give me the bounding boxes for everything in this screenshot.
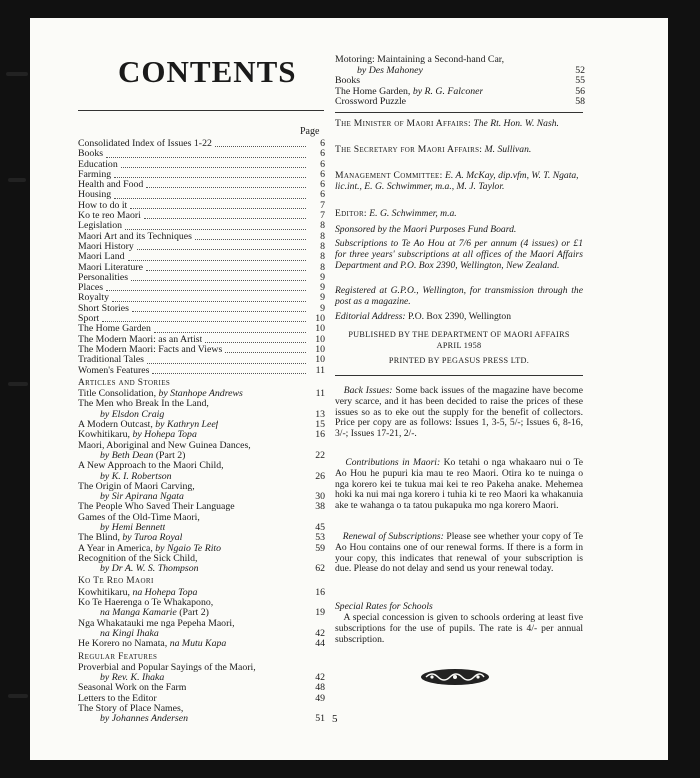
dot-leader <box>146 187 306 188</box>
special-rates-text: A special concession is given to schools ordering at least five subscriptions for the use of pupils. The rate is 4/- per annual subscription. <box>335 612 583 645</box>
toc-entry <box>78 170 325 180</box>
published-text: PUBLISHED BY THE DEPARTMENT OF MAORI AFFAIRS <box>348 330 570 339</box>
entry-title: The Home Garden, <box>335 86 411 97</box>
entry-author: na Mutu Kapa <box>169 639 227 650</box>
entry-label: How to do it <box>78 200 128 211</box>
published-line <box>335 330 583 352</box>
entry-page-number: 11 <box>315 388 325 400</box>
committee-label: Management Committee: <box>335 170 443 181</box>
editor-name: E. G. Schwimmer, m.a. <box>369 208 457 219</box>
toc-entry <box>78 314 325 324</box>
dot-leader <box>215 146 306 147</box>
contributions-notice <box>335 458 583 512</box>
toc-entry <box>78 335 325 345</box>
subscriptions-text: Subscriptions to Te Ao Hou at 7/6 per annum (4 issues) or £1 for three years' subscriptions at all offices of the Maori Affairs Department and P.O. Box 2390, Wellington, New Zealand. <box>335 238 583 271</box>
regular-entry <box>78 673 325 683</box>
dot-leader <box>106 290 306 291</box>
entry-author: by Kathryn Leef <box>155 420 219 431</box>
sponsored-text: Sponsored by the Maori Purposes Fund Board. <box>335 224 517 235</box>
entry-title: Games of the Old-Time Maori, <box>78 512 200 523</box>
sponsored-line <box>335 225 583 236</box>
reo-entry <box>78 598 325 608</box>
dot-leader <box>146 270 306 271</box>
entry-page-number: 59 <box>315 542 325 554</box>
entry-label: Legislation <box>78 221 123 232</box>
entry-page-number: 30 <box>315 491 325 503</box>
dot-leader <box>154 332 306 333</box>
article-entry <box>78 399 325 409</box>
special-rates-heading: Special Rates for Schools <box>335 601 433 612</box>
entry-author: by Stanhope Andrews <box>158 389 243 400</box>
feature-entry <box>335 97 585 108</box>
article-entry <box>78 430 325 440</box>
regular-entry <box>78 663 325 673</box>
entry-author: by Hemi Bennett <box>100 522 166 533</box>
dot-leader <box>152 373 306 374</box>
binding-mark <box>8 382 28 386</box>
renewal-text: Please see whether your copy of Te Ao Hou contains one of our renewal forms. If there is a form in your copy, this indicates that renewal of your subscription is due. Please do not delay and send us your renewal today. <box>335 531 583 575</box>
editor-line <box>335 209 583 220</box>
regular-entry <box>78 704 325 714</box>
entry-label: Sport <box>78 314 100 325</box>
minister-label: The Minister of Maori Affairs: <box>335 118 472 129</box>
dot-leader <box>128 260 306 261</box>
entry-page-number: 10 <box>315 323 325 335</box>
secretary-label: The Secretary for Maori Affairs: <box>335 144 483 155</box>
entry-label: Health and Food <box>78 180 144 191</box>
committee-names: E. A. McKay, dip.vfm, W. T. Ngata, lic.int., E. G. Schwimmer, m.a., M. J. Taylor. <box>335 170 579 192</box>
entry-page-number: 11 <box>315 364 325 376</box>
reo-entry <box>78 639 325 649</box>
entry-page-number: 7 <box>320 199 325 211</box>
entry-label: The Home Garden <box>78 324 151 335</box>
entry-page-number: 26 <box>315 470 325 482</box>
entry-title: Books <box>335 76 361 86</box>
article-entry <box>78 523 325 533</box>
entry-page-number: 42 <box>315 627 325 639</box>
entry-author: by Johannes Andersen <box>100 714 188 725</box>
entry-label: Ko te reo Maori <box>78 211 141 222</box>
entry-title: The Blind, <box>78 533 120 544</box>
reo-entry <box>78 629 325 639</box>
page-title: CONTENTS <box>118 54 297 89</box>
back-issues-text: Some back issues of the magazine have become very scarce, and it has been decided to raise the prices of these issues so as to eke out the supply for the benefit of collectors. Price per copy are as follows: Issues 1, 3-5, 5/-; Issues 6, 8-16, 3/-; Issues 17-21, 2/-. <box>335 385 583 440</box>
registered-line <box>335 286 583 308</box>
entry-page-number: 48 <box>315 682 325 694</box>
dot-leader <box>132 311 306 312</box>
toc-entry <box>78 304 325 314</box>
section-heading: Articles and Stories <box>78 377 171 388</box>
feature-entry <box>335 87 585 98</box>
magazine-page <box>30 18 668 760</box>
entry-page-number: 6 <box>320 168 325 180</box>
feature-entry <box>335 55 585 66</box>
feature-entry <box>335 66 585 77</box>
entry-page-number: 8 <box>320 261 325 273</box>
entry-author: by Hohepa Topa <box>132 430 197 441</box>
editorial-address-value: P.O. Box 2390, Wellington <box>408 311 512 322</box>
entry-title: Title Consolidation, <box>78 389 157 400</box>
printed-text: PRINTED BY PEGASUS PRESS LTD. <box>388 356 530 365</box>
entry-page-number: 51 <box>315 713 325 725</box>
entry-page-number: 9 <box>320 292 325 304</box>
article-entry <box>78 533 325 543</box>
dot-leader <box>121 167 306 168</box>
entry-title: Recognition of the Sick Child, <box>78 553 198 564</box>
entry-page-number: 8 <box>320 220 325 232</box>
renewal-heading: Renewal of Subscriptions: <box>342 531 444 542</box>
article-entry <box>78 554 325 564</box>
entry-page-number: 10 <box>315 333 325 345</box>
editorial-address-label: Editorial Address: <box>335 311 406 322</box>
toc-entry <box>78 283 325 293</box>
title-rule <box>78 110 324 111</box>
entry-label: Women's Features <box>78 365 150 376</box>
entry-label: Maori Land <box>78 252 125 263</box>
entry-page-number: 10 <box>315 313 325 325</box>
page-number: 5 <box>332 713 338 725</box>
entry-title: The Men who Break In the Land, <box>78 399 209 410</box>
entry-title: Proverbial and Popular Sayings of the Maori, <box>78 662 256 673</box>
article-entry <box>78 410 325 420</box>
back-issues-heading: Back Issues: <box>343 385 393 396</box>
entry-page-number: 49 <box>315 692 325 704</box>
entry-title: A New Approach to the Maori Child, <box>78 461 224 472</box>
article-entry <box>78 502 325 512</box>
special-rates-body <box>335 613 583 645</box>
toc-entry <box>78 180 325 190</box>
entry-author: by Turoa Royal <box>122 533 183 544</box>
entry-page-number: 45 <box>315 521 325 533</box>
contents-list <box>78 139 325 725</box>
entry-author: by R. G. Falconer <box>412 86 484 97</box>
entry-page-number: 15 <box>315 419 325 431</box>
entry-author: na Kingi Ihaka <box>100 628 159 639</box>
section-heading: Ko Te Reo Maori <box>78 576 154 587</box>
reo-entry <box>78 588 325 598</box>
toc-entry <box>78 242 325 252</box>
reo-entry <box>78 619 325 629</box>
article-entry <box>78 564 325 574</box>
subscriptions-line <box>335 239 583 271</box>
entry-page-number: 56 <box>575 85 585 97</box>
entry-label: Personalities <box>78 272 129 283</box>
editor-label: Editor: <box>335 208 367 219</box>
dot-leader <box>114 198 306 199</box>
entry-page-number: 6 <box>320 189 325 201</box>
entry-title: He Korero no Namata, <box>78 639 168 650</box>
entry-page-number: 52 <box>575 64 585 76</box>
toc-entry <box>78 201 325 211</box>
printed-line <box>335 356 583 367</box>
dot-leader <box>106 157 306 158</box>
entry-title: Ko Te Haerenga o Te Whakapono, <box>78 598 214 609</box>
entry-label: The Modern Maori: Facts and Views <box>78 344 223 355</box>
entry-title: Kowhitikaru, <box>78 430 130 441</box>
entry-title: A Modern Outcast, <box>78 420 153 431</box>
committee-line <box>335 171 583 193</box>
toc-entry <box>78 160 325 170</box>
dot-leader <box>147 363 306 364</box>
entry-page-number: 6 <box>320 148 325 160</box>
editorial-address-line <box>335 312 583 323</box>
entry-label: Consolidated Index of Issues 1-22 <box>78 139 212 149</box>
entry-label: Places <box>78 283 104 294</box>
minister-line <box>335 119 583 130</box>
reo-entry <box>78 608 325 618</box>
entry-title: Letters to the Editor <box>78 693 157 704</box>
entry-page-number: 9 <box>320 271 325 283</box>
renewal-notice <box>335 532 583 575</box>
entry-page-number: 13 <box>315 408 325 420</box>
dot-leader <box>225 352 306 353</box>
dot-leader <box>102 321 306 322</box>
toc-entry <box>78 273 325 283</box>
entry-title: Seasonal Work on the Farm <box>78 683 187 694</box>
entry-title: Kowhitikaru, <box>78 587 130 598</box>
contributions-heading: Contributions in Maori: <box>345 457 441 468</box>
toc-entry <box>78 252 325 262</box>
article-entry <box>78 389 325 399</box>
toc-entry <box>78 324 325 334</box>
regular-entry <box>78 694 325 704</box>
article-entry <box>78 482 325 492</box>
entry-page-number: 9 <box>320 282 325 294</box>
entry-page-number: 6 <box>320 138 325 149</box>
entry-title: Nga Whakatauki me nga Pepeha Maori, <box>78 618 235 629</box>
minister-name: The Rt. Hon. W. Nash. <box>473 118 559 129</box>
entry-label: Traditional Tales <box>78 355 144 366</box>
entry-author: by Beth Dean <box>100 450 154 461</box>
entry-page-number: 10 <box>315 354 325 366</box>
secretary-line <box>335 145 583 156</box>
entry-label: Housing <box>78 190 112 201</box>
binding-mark <box>8 178 26 182</box>
article-entry <box>78 492 325 502</box>
entry-page-number: 44 <box>315 638 325 650</box>
entry-author: by Sir Apirana Ngata <box>100 492 184 503</box>
right-rule-1 <box>335 112 583 113</box>
entry-part: (Part 2) <box>176 608 209 619</box>
toc-entry <box>78 190 325 200</box>
entry-label: Maori Literature <box>78 262 144 273</box>
entry-author: by Des Mahoney <box>357 65 423 76</box>
regular-entry <box>78 683 325 693</box>
toc-entry <box>78 232 325 242</box>
article-entry <box>78 472 325 482</box>
registered-text: Registered at G.P.O., Wellington, for transmission through the post as a magazine. <box>335 285 583 307</box>
dot-leader <box>130 208 306 209</box>
entry-title: Maori, Aboriginal and New Guinea Dances, <box>78 440 251 451</box>
issue-date: APRIL 1958 <box>436 340 482 350</box>
entry-label: The Modern Maori: as an Artist <box>78 334 203 345</box>
entry-label: Books <box>78 149 104 160</box>
toc-entry <box>78 345 325 355</box>
toc-entry <box>78 211 325 221</box>
dot-leader <box>205 342 306 343</box>
entry-author: by Dr A. W. S. Thompson <box>100 564 199 575</box>
back-issues-notice <box>335 386 583 440</box>
dot-leader <box>195 239 306 240</box>
entry-title: The Origin of Maori Carving, <box>78 481 195 492</box>
secretary-name: M. Sullivan. <box>484 144 532 155</box>
entry-author: by K. I. Robertson <box>100 471 172 482</box>
dot-leader <box>114 177 306 178</box>
entry-label: Maori History <box>78 241 134 252</box>
entry-page-number: 16 <box>315 429 325 441</box>
article-entry <box>78 420 325 430</box>
entry-page-number: 8 <box>320 230 325 242</box>
entry-author: na Hohepa Topa <box>132 587 198 598</box>
toc-entry <box>78 355 325 365</box>
entry-page-number: 8 <box>320 251 325 263</box>
entry-title: The Story of Place Names, <box>78 704 184 715</box>
entry-page-number: 22 <box>315 449 325 461</box>
entry-title: Motoring: Maintaining a Second-hand Car, <box>335 55 505 65</box>
page-column-label: Page <box>300 126 320 137</box>
toc-entry <box>78 263 325 273</box>
entry-page-number: 55 <box>575 75 585 86</box>
entry-title: The People Who Saved Their Language <box>78 502 235 513</box>
entry-page-number: 62 <box>315 563 325 575</box>
dot-leader <box>125 229 306 230</box>
dot-leader <box>137 249 306 250</box>
entry-label: Royalty <box>78 293 110 304</box>
right-rule-2 <box>335 375 583 376</box>
entry-label: Short Stories <box>78 303 129 314</box>
binding-mark <box>6 72 28 76</box>
maori-ornament-icon <box>420 668 490 686</box>
entry-label: Education <box>78 159 118 170</box>
entry-page-number: 53 <box>315 532 325 544</box>
entry-label: Farming <box>78 169 112 180</box>
entry-author: by Ngaio Te Rito <box>155 543 222 554</box>
entry-page-number: 8 <box>320 240 325 252</box>
toc-entry <box>78 293 325 303</box>
contents-list-continued <box>335 55 585 108</box>
dot-leader <box>131 280 306 281</box>
toc-entry <box>78 221 325 231</box>
entry-page-number: 38 <box>315 501 325 513</box>
entry-page-number: 10 <box>315 343 325 355</box>
entry-page-number: 7 <box>320 210 325 222</box>
feature-entry <box>335 76 585 87</box>
toc-entry <box>78 149 325 159</box>
dot-leader <box>112 301 306 302</box>
entry-label: Maori Art and its Techniques <box>78 231 192 242</box>
article-entry <box>78 544 325 554</box>
toc-entry <box>78 139 325 149</box>
article-entry <box>78 461 325 471</box>
entry-page-number: 6 <box>320 158 325 170</box>
contributions-text: Ko tetahi o nga whakaaro nui o Te Ao Hou he pupuri kia mau te reo Maori. Otira ko te nuinga o nga korero kei te tukua mai kei te reo Pakeha anake. Mehemea hoki ka nui mai nga korero i tuhia ki te reo Maori ka whakanuia ake te wahanga o ta tatou pukapuka mo nga korero Maori. <box>335 457 584 512</box>
entry-page-number: 42 <box>315 672 325 684</box>
dot-leader <box>144 218 306 219</box>
entry-page-number: 58 <box>575 96 585 107</box>
entry-author: by Rev. K. Ihaka <box>100 673 165 684</box>
entry-part: (Part 2) <box>153 450 186 461</box>
article-entry <box>78 513 325 523</box>
entry-author: by Elsdon Craig <box>100 409 165 420</box>
entry-page-number: 6 <box>320 179 325 191</box>
binding-mark <box>8 694 28 698</box>
entry-author: na Manga Kamarie <box>100 608 177 619</box>
entry-title: Crossword Puzzle <box>335 97 407 107</box>
section-heading: Regular Features <box>78 651 158 662</box>
entry-title: A Year in America, <box>78 543 153 554</box>
entry-page-number: 9 <box>320 302 325 314</box>
entry-page-number: 16 <box>315 586 325 598</box>
entry-page-number: 19 <box>315 607 325 619</box>
regular-entry <box>78 714 325 724</box>
article-entry <box>78 441 325 451</box>
toc-entry <box>78 366 325 376</box>
article-entry <box>78 451 325 461</box>
